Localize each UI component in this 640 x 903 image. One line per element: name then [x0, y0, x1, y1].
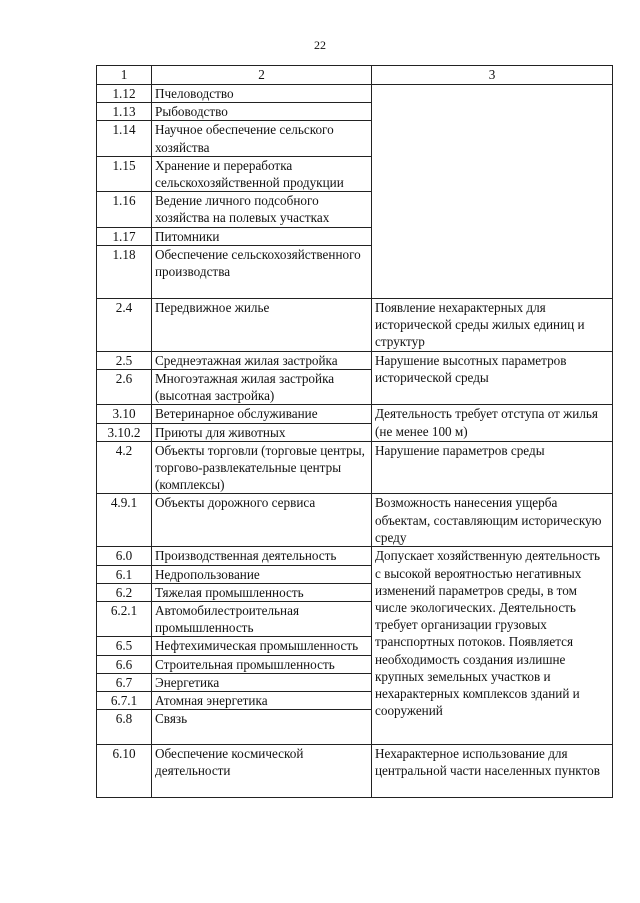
row-code: 1.14 [97, 121, 152, 156]
row-code: 3.10.2 [97, 423, 152, 441]
row-code: 6.7 [97, 673, 152, 691]
column-header-note: 3 [372, 66, 613, 85]
row-note: Появление нехарактерных для исторической среды жилых единиц и структур [372, 298, 613, 351]
row-code: 1.12 [97, 85, 152, 103]
row-code: 3.10 [97, 405, 152, 423]
row-note: Нехарактерное использование для центральной части населенных пунктов [372, 745, 613, 798]
row-note: Допускает хозяйственную деятельность с высокой вероятностью негативных изменений параметров среды, в том числе экологических. Деятельность требует организации грузовых транспортных потоков. Появляется необходимость создания излишне крупных земельных участков и нехарактерных комплексов зданий и сооружений [372, 547, 613, 745]
row-code: 1.15 [97, 156, 152, 191]
row-name: Недропользование [152, 565, 372, 583]
table-row [97, 494, 613, 547]
row-name: Автомобилестроительная промышленность [152, 602, 372, 637]
row-name: Тяжелая промышленность [152, 583, 372, 601]
row-code: 2.6 [97, 370, 152, 405]
land-use-table [96, 65, 613, 798]
row-name: Ведение личного подсобного хозяйства на полевых участках [152, 192, 372, 227]
row-name: Многоэтажная жилая застройка (высотная застройка) [152, 370, 372, 405]
row-name: Обеспечение космической деятельности [152, 745, 372, 798]
row-code: 6.8 [97, 710, 152, 745]
page-number: 22 [314, 38, 326, 52]
row-name: Питомники [152, 227, 372, 245]
row-name: Объекты дорожного сервиса [152, 494, 372, 547]
row-name: Передвижное жилье [152, 298, 372, 351]
row-name: Обеспечение сельскохозяйственного производства [152, 245, 372, 298]
row-name: Научное обеспечение сельского хозяйства [152, 121, 372, 156]
row-name: Связь [152, 710, 372, 745]
row-code: 1.17 [97, 227, 152, 245]
row-code: 6.1 [97, 565, 152, 583]
row-name: Ветеринарное обслуживание [152, 405, 372, 423]
row-code: 1.18 [97, 245, 152, 298]
row-note-empty [372, 85, 613, 299]
row-note: Нарушение высотных параметров исторической среды [372, 351, 613, 405]
row-name: Нефтехимическая промышленность [152, 637, 372, 655]
row-code: 1.16 [97, 192, 152, 227]
row-code: 6.2 [97, 583, 152, 601]
row-name: Среднеэтажная жилая застройка [152, 351, 372, 369]
column-header-name: 2 [152, 66, 372, 85]
row-code: 6.5 [97, 637, 152, 655]
row-code: 4.2 [97, 441, 152, 494]
row-code: 6.10 [97, 745, 152, 798]
table-row [97, 351, 613, 369]
column-header-code: 1 [97, 66, 152, 85]
row-name: Атомная энергетика [152, 692, 372, 710]
table-row [97, 298, 613, 351]
row-note: Деятельность требует отступа от жилья (не менее 100 м) [372, 405, 613, 441]
table-row [97, 441, 613, 494]
row-name: Объекты торговли (торговые центры, торгово-развлекательные центры (комплексы) [152, 441, 372, 494]
row-code: 4.9.1 [97, 494, 152, 547]
row-note: Нарушение параметров среды [372, 441, 613, 494]
row-name: Строительная промышленность [152, 655, 372, 673]
row-name: Производственная деятельность [152, 547, 372, 565]
row-code: 6.6 [97, 655, 152, 673]
row-code: 2.4 [97, 298, 152, 351]
table-row [97, 547, 613, 565]
row-name: Хранение и переработка сельскохозяйственной продукции [152, 156, 372, 191]
row-name: Приюты для животных [152, 423, 372, 441]
row-note: Возможность нанесения ущерба объектам, составляющим историческую среду [372, 494, 613, 547]
row-code: 6.2.1 [97, 602, 152, 637]
table-row [97, 405, 613, 423]
row-code: 6.0 [97, 547, 152, 565]
row-code: 1.13 [97, 103, 152, 121]
row-code: 6.7.1 [97, 692, 152, 710]
row-name: Энергетика [152, 673, 372, 691]
row-code: 2.5 [97, 351, 152, 369]
table-row [97, 745, 613, 798]
header-row [97, 66, 613, 85]
table-row [97, 85, 613, 103]
row-name: Рыбоводство [152, 103, 372, 121]
row-name: Пчеловодство [152, 85, 372, 103]
